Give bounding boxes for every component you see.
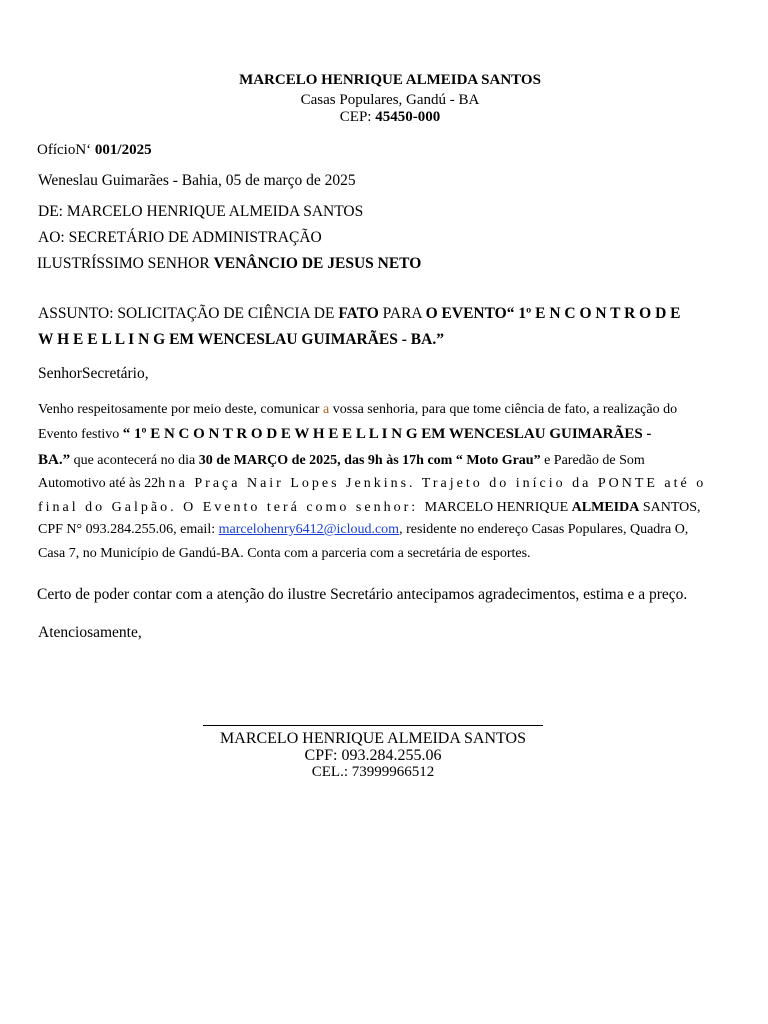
to-line: AO: SECRETÁRIO DE ADMINISTRAÇÃO xyxy=(38,229,322,246)
closing-text: Certo de poder contar com a atenção do ilustre Secretário antecipamos agradecimentos, estima e a preço. xyxy=(37,586,688,603)
event-name-end: BA.” xyxy=(38,452,71,468)
body-line xyxy=(38,500,701,516)
regards: Atenciosamente, xyxy=(38,624,142,641)
body-text: Venho respeitosamente por meio deste, comunicar xyxy=(38,402,323,417)
body-text: final do Galpão. O Evento terá como senhor: xyxy=(38,500,425,515)
signature-phone: CEL.: 73999966512 xyxy=(311,764,435,780)
sender-cep-header xyxy=(0,109,768,126)
body-text: na Praça Nair Lopes Jenkins. Trajeto do início da PONTE até o xyxy=(168,476,707,491)
body-line xyxy=(38,522,688,538)
greeting: SenhorSecretário, xyxy=(38,365,149,382)
subject-para: PARA xyxy=(378,305,426,322)
body-text: e Paredão de Som xyxy=(540,453,645,468)
subject-fato: FATO xyxy=(338,305,379,322)
body-line xyxy=(38,452,645,469)
signature-name: MARCELO HENRIQUE ALMEIDA SANTOS xyxy=(220,730,526,747)
body-text: CPF N° 093.284.255.06, email: xyxy=(38,522,219,537)
cep-value: 45450-000 xyxy=(375,109,441,125)
oficio-value: 001/2025 xyxy=(94,142,152,158)
oficio-label: OfícioN‘ xyxy=(37,142,95,158)
signature-cpf: CPF: 093.284.255.06 xyxy=(304,747,442,764)
place-date: Weneslau Guimarães - Bahia, 05 de março de 2025 xyxy=(38,172,356,189)
body-text: , residente no endereço Casas Populares, Quadra O, xyxy=(399,522,689,537)
event-date: 30 de MARÇO de 2025, das 9h às 17h com “ Moto Grau” xyxy=(198,453,541,468)
from-line: DE: MARCELO HENRIQUE ALMEIDA SANTOS xyxy=(38,203,364,220)
sender-name-header: MARCELO HENRIQUE ALMEIDA SANTOS xyxy=(239,72,541,88)
body-line: Casa 7, no Município de Gandú-BA. Conta com a parceria com a secretária de esportes. xyxy=(38,546,531,561)
subject-event-part2: W H E E L L I N G EM WENCESLAU GUIMARÃES - BA.” xyxy=(38,331,444,348)
body-line xyxy=(38,402,677,418)
body-text: MARCELO HENRIQUE xyxy=(424,500,572,515)
body-text: vossa senhoria, para que tome ciência de fato, a realização do xyxy=(329,402,678,417)
oficio-number xyxy=(37,142,152,159)
cep-label: CEP: xyxy=(339,109,376,125)
body-line xyxy=(38,426,651,443)
body-text: a xyxy=(322,402,330,417)
body-text: que acontecerá no dia xyxy=(70,453,199,468)
body-text: SANTOS, xyxy=(639,500,701,515)
body-text: ALMEIDA xyxy=(571,500,640,515)
sender-address-header: Casas Populares, Gandú - BA xyxy=(300,92,480,108)
addressee-line xyxy=(37,255,421,273)
addressee-prefix: ILUSTRÍSSIMO SENHOR xyxy=(37,255,214,272)
event-name: “ 1º E N C O N T R O D E W H E E L L I N G EM WENCESLAU GUIMARÃES - xyxy=(122,426,652,442)
signature-line xyxy=(203,725,543,726)
addressee-name: VENÂNCIO DE JESUS NETO xyxy=(213,255,422,272)
subject-event-part1: O EVENTO“ 1º E N C O N T R O D E xyxy=(425,305,681,322)
email-link[interactable]: marcelohenry6412@icloud.com xyxy=(218,522,400,537)
subject-block xyxy=(38,301,718,353)
body-line xyxy=(38,476,706,492)
body-text: Evento festivo xyxy=(38,427,123,442)
subject-prefix: ASSUNTO: SOLICITAÇÃO DE CIÊNCIA DE xyxy=(38,305,339,322)
body-text: Automotivo até às 22h xyxy=(38,476,169,491)
